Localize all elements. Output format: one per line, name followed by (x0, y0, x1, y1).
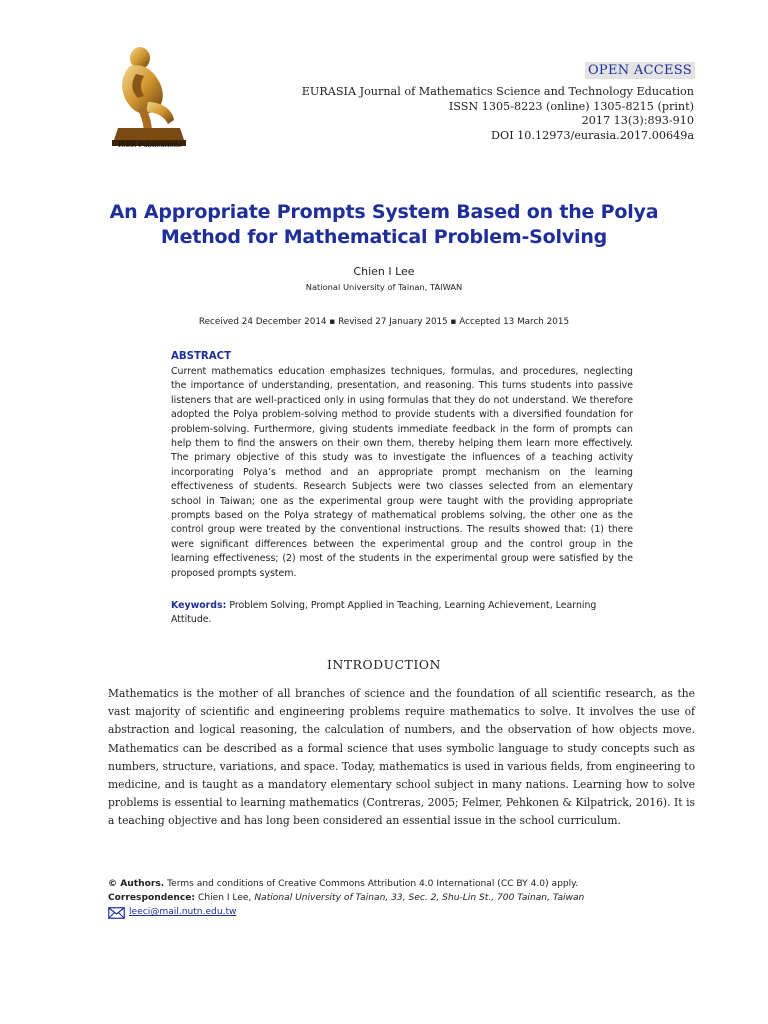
logo-caption: ISER Publications (118, 141, 182, 149)
abstract-text: Current mathematics education emphasizes techniques, formulas, and procedures, neglecting the importance of understanding, presentation, and reasoning. This turns students into passive listeners that are well-practiced only in using formulas that they do not understand. We therefore adopted the Polya problem-solving method to provide students with a diversified foundation for problem-solving. Furthermore, giving students immediate feedback in the form of prompts can help them to find the answers on their own them, thereby helping them learn more effectively. The primary objective of this study was to investigate the influences of a teaching activity incorporating Polya’s method and an appropriate prompt mechanism on the learning effectiveness of students. Research Subjects were two classes selected from an elementary school in Taiwan; one as the experimental group were taught with the providing appropriate prompts based on the Polya strategy of mathematical problems solving, the other one as the control group were treated by the conventional instructions. The results showed that: (1) there were significant differences between the experimental group and the control group in the learning effectiveness; (2) most of the students in the experimental group were satisfied by the proposed prompts system. (171, 366, 633, 579)
keywords-text: Problem Solving, Prompt Applied in Teaching, Learning Achievement, Learning Attitude. (171, 600, 597, 626)
author-affiliation: National University of Tainan, TAIWAN (305, 282, 463, 292)
author-name: Chien I Lee (353, 265, 415, 278)
thinker-statue-logo (108, 44, 190, 150)
publisher-logo (108, 44, 190, 150)
journal-volume: 2017 13(3):893-910 (581, 114, 694, 128)
title-line-2: Method for Mathematical Problem-Solving (160, 226, 608, 248)
journal-info (302, 85, 694, 144)
email-link[interactable]: leeci@mail.nutn.edu.tw (129, 907, 237, 918)
keywords-label: Keywords: (171, 600, 227, 611)
article-title (0, 200, 768, 250)
authors-label: © Authors. (108, 879, 165, 889)
footer (108, 877, 708, 920)
journal-doi[interactable]: DOI 10.12973/eurasia.2017.00649a (491, 129, 694, 143)
keywords (171, 599, 633, 628)
correspondence-label: Correspondence: (108, 893, 196, 904)
email-row (108, 905, 708, 919)
correspondence-line (108, 891, 708, 905)
article-dates: Received 24 December 2014 ▪ Revised 27 January 2015 ▪ Accepted 13 March 2015 (198, 317, 570, 327)
correspondence-name: Chien I Lee, (197, 893, 252, 904)
journal-issn: ISSN 1305-8223 (online) 1305-8215 (print) (448, 99, 694, 113)
license-text: Terms and conditions of Creative Commons Attribution 4.0 International (CC BY 4.0) apply. (167, 879, 579, 889)
correspondence-address: National University of Tainan, 33, Sec. 2, Shu-Lin St., 700 Tainan, Taiwan (254, 893, 585, 904)
introduction-heading: INTRODUCTION (327, 658, 441, 672)
abstract-heading: ABSTRACT (171, 351, 232, 362)
license-line (108, 877, 708, 891)
introduction-paragraph: Mathematics is the mother of all branches of science and the foundation of all scientific research, as the vast majority of scientific and engineering problems require mathematics to solve. It involves the use of abstraction and logical reasoning, the calculation of numbers, and the observation of how objects move. Mathematics can be described as a formal science that uses symbolic language to study concepts such as numbers, structure, variations, and space. Today, mathematics is used in various fields, from engineering to medicine, and is taught as a mandatory elementary school subject in many nations. Learning how to solve problems is essential to learning mathematics (Contreras, 2005; Felmer, Pehkonen & Kilpatrick, 2016). It is a teaching objective and has long been considered an essential issue in the school curriculum. (108, 687, 695, 828)
journal-name: EURASIA Journal of Mathematics Science and Technology Education (301, 85, 694, 98)
title-line-1: An Appropriate Prompts System Based on the Polya (109, 201, 659, 223)
mail-icon (108, 907, 125, 919)
open-access-badge: OPEN ACCESS (585, 62, 695, 79)
